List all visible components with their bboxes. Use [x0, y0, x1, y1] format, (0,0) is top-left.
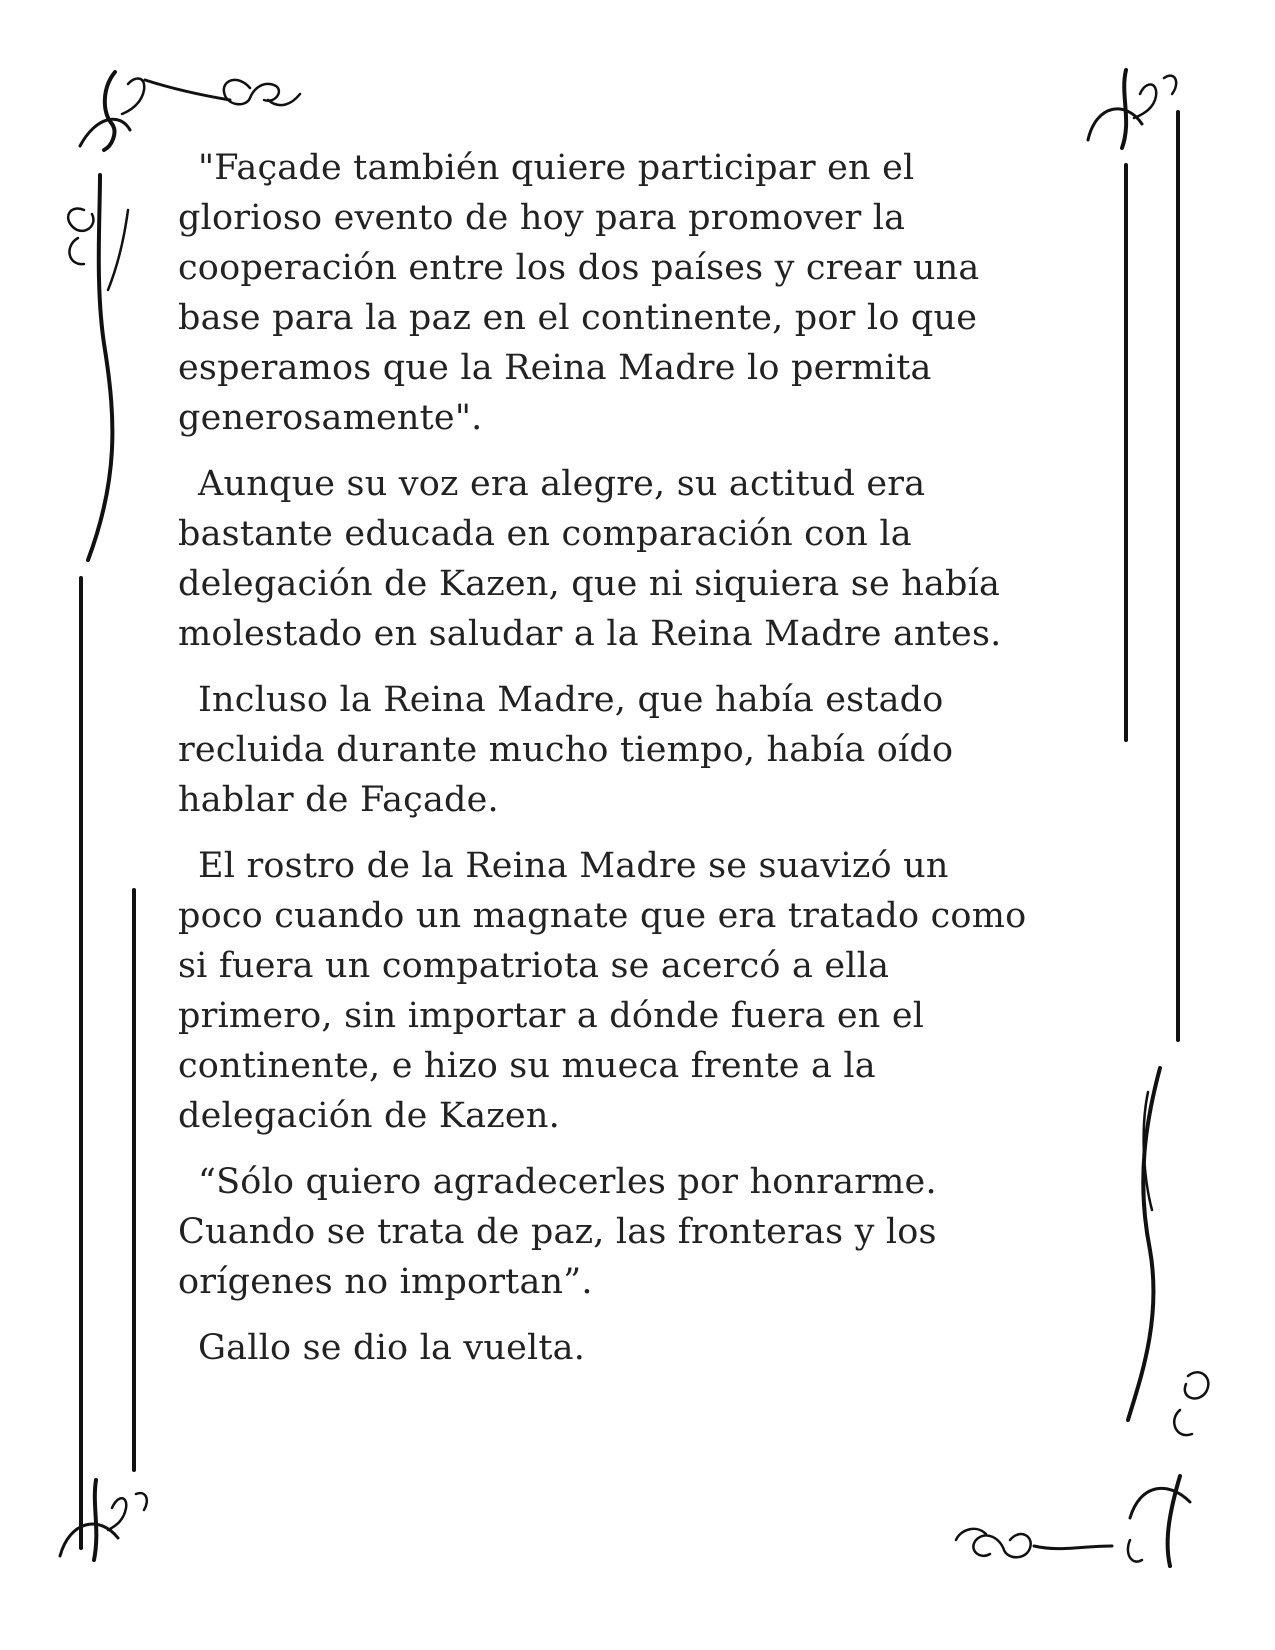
text-line: continente, e hizo su mueca frente a la [178, 1046, 876, 1086]
text-line: esperamos que la Reina Madre lo permita [178, 348, 932, 388]
text-line: Cuando se trata de paz, las fronteras y los [178, 1212, 937, 1252]
text-line: glorioso evento de hoy para promover la [178, 198, 906, 238]
text-line: hablar de Façade. [178, 780, 499, 820]
text-line: si fuera un compatriota se acercó a ella [178, 946, 890, 986]
text-line: “Sólo quiero agradecerles por honrarme. [198, 1162, 937, 1202]
text-line: delegación de Kazen. [178, 1096, 560, 1136]
text-line: Incluso la Reina Madre, que había estado [198, 680, 944, 720]
paragraph [178, 841, 1078, 1141]
text-line: generosamente". [178, 398, 483, 438]
paragraph [178, 459, 1078, 659]
text-line: delegación de Kazen, que ni siquiera se había [178, 564, 1001, 604]
text-line: primero, sin importar a dónde fuera en el [178, 996, 925, 1036]
paragraph [178, 1157, 1078, 1307]
top-right-flourish-icon [1088, 70, 1176, 148]
text-line: bastante educada en comparación con la [178, 514, 912, 554]
text-line: base para la paz en el continente, por lo que [178, 298, 978, 338]
text-line: El rostro de la Reina Madre se suavizó un [198, 846, 949, 886]
text-line: recluida durante mucho tiempo, había oído [178, 730, 954, 770]
paragraph [178, 143, 1078, 443]
text-line: poco cuando un magnate que era tratado como [178, 896, 1027, 936]
text-line: cooperación entre los dos países y crear una [178, 248, 980, 288]
bottom-left-flourish-icon [60, 1480, 147, 1560]
text-line: molestado en saludar a la Reina Madre antes. [178, 614, 1002, 654]
story-text [178, 143, 1078, 1389]
paragraph [178, 1323, 1078, 1373]
text-line: Gallo se dio la vuelta. [198, 1328, 586, 1368]
text-line: orígenes no importan”. [178, 1262, 593, 1302]
text-line: Aunque su voz era alegre, su actitud era [198, 464, 926, 504]
paragraph [178, 675, 1078, 825]
text-line: "Façade también quiere participar en el [198, 148, 915, 188]
